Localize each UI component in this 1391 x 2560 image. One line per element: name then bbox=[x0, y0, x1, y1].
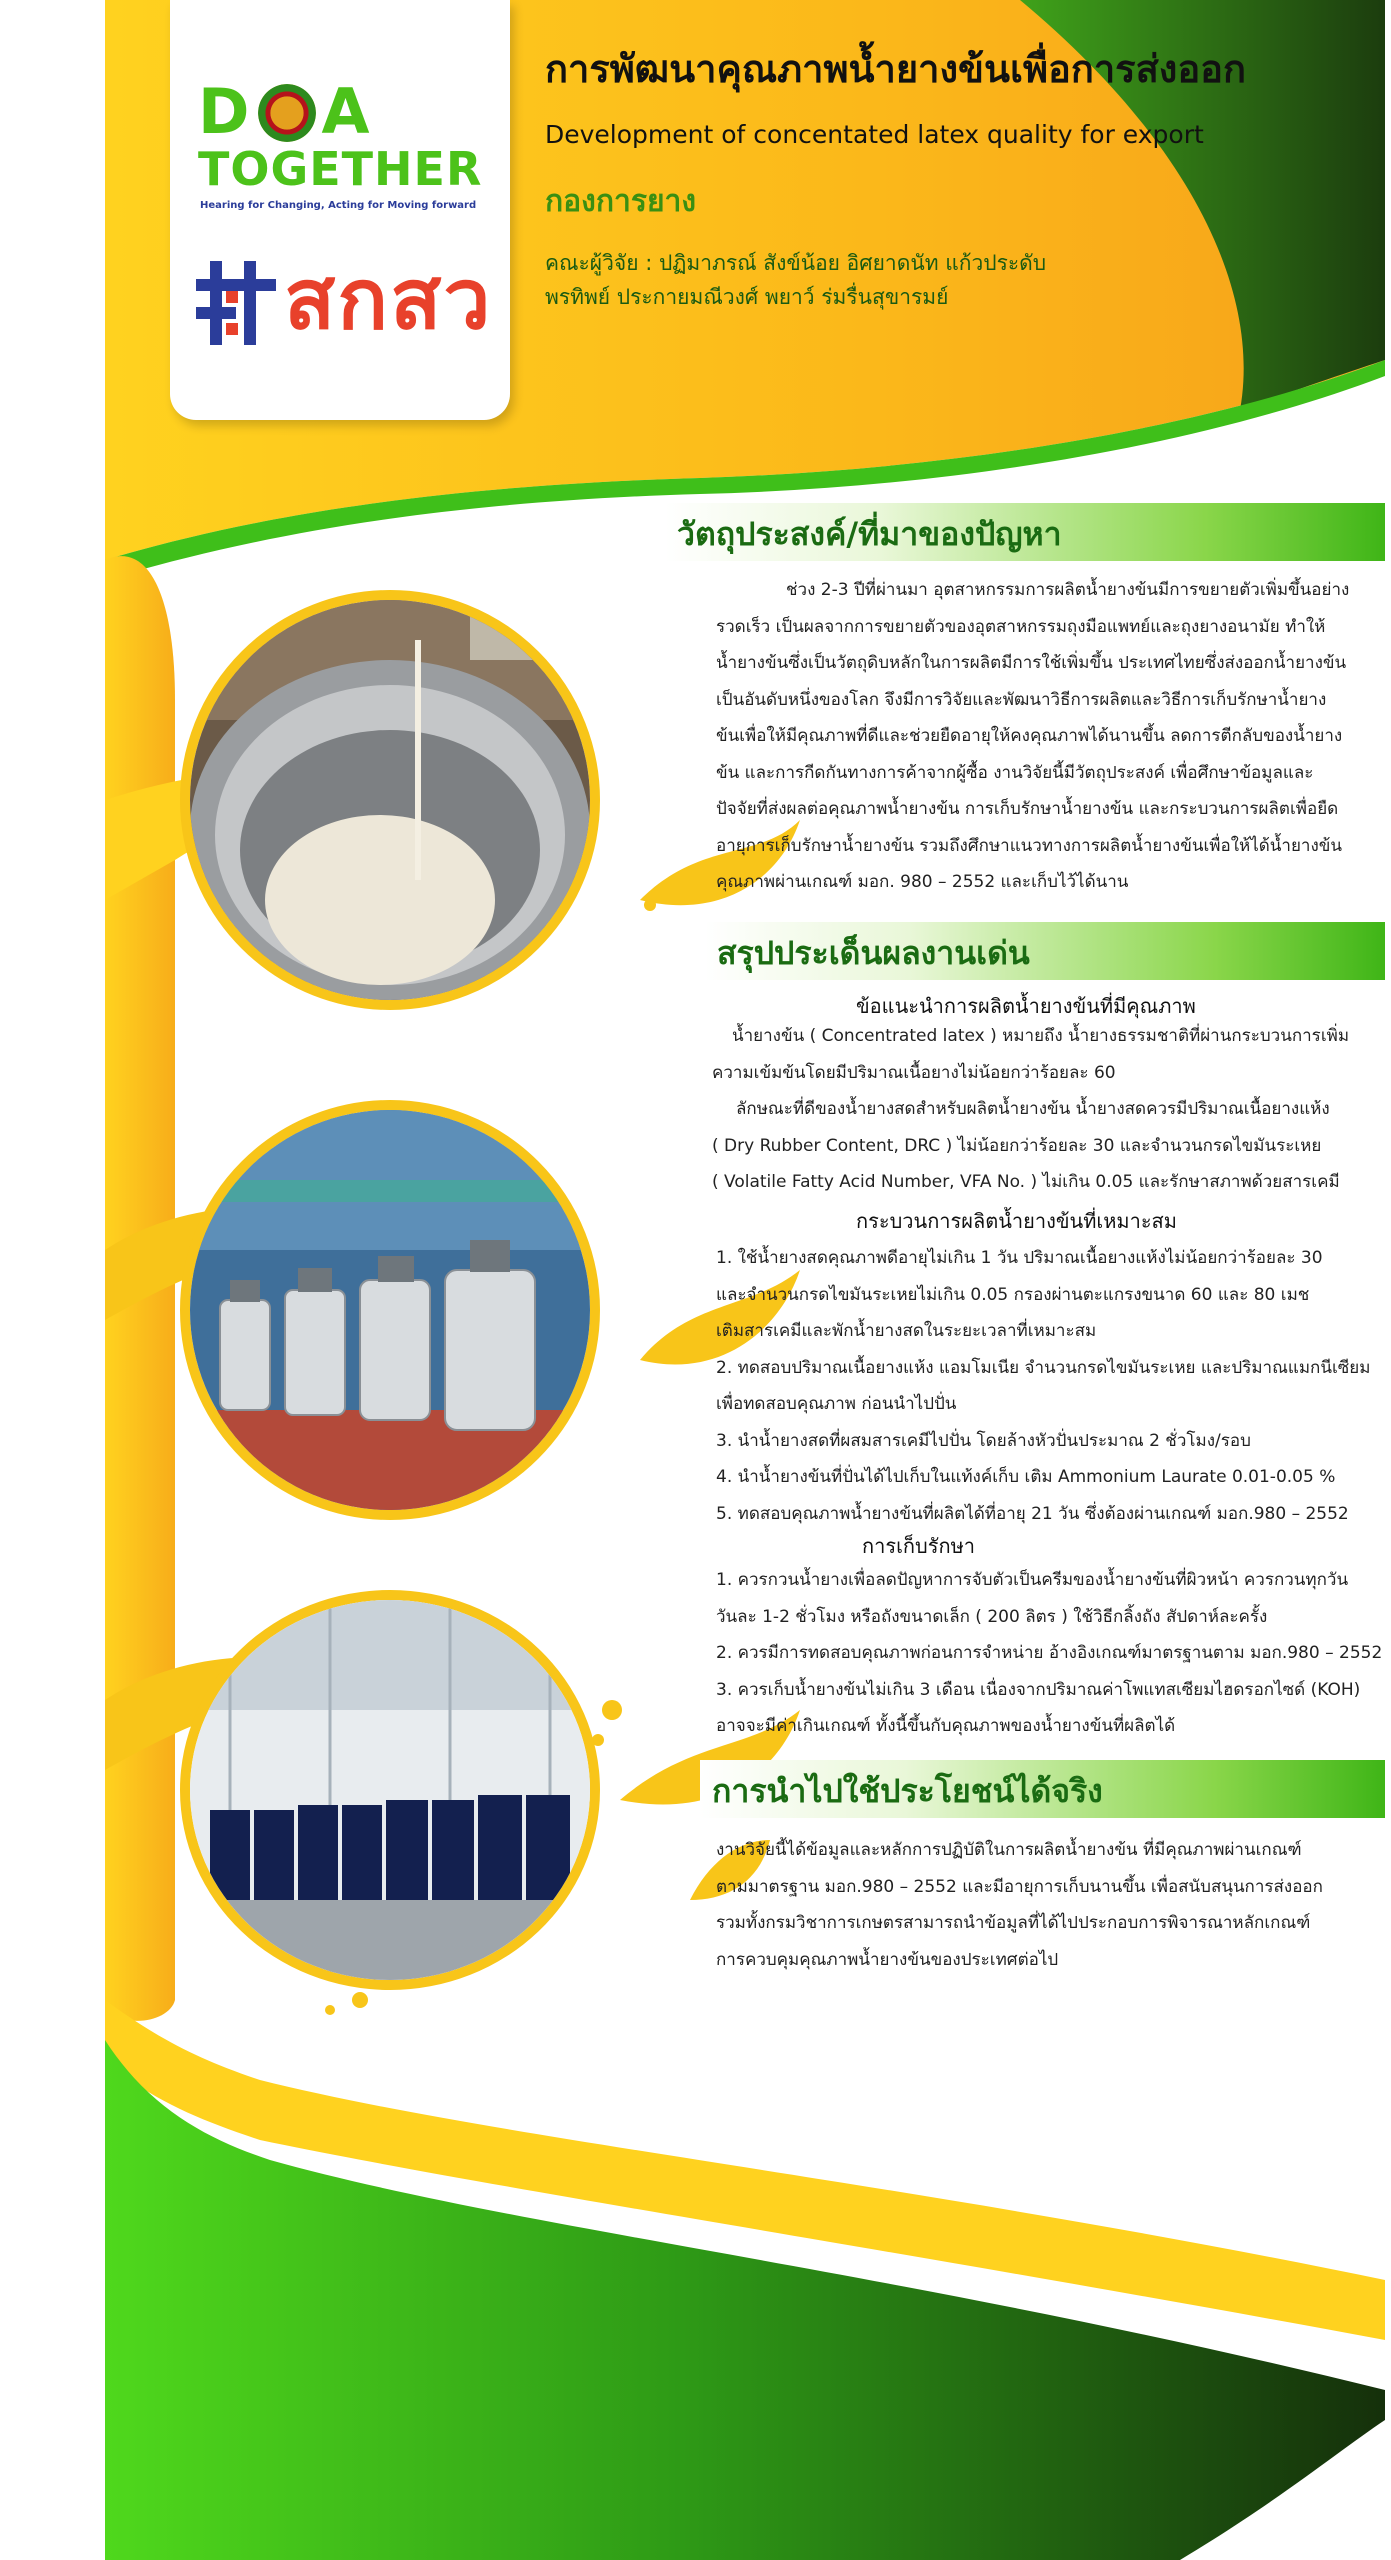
text-line: 3. ควรเก็บน้ำยางข้นไม่เกิน 3 เดือน เนื่องจากปริมาณค่าโพแทสเซียมไฮดรอกไซด์ (KOH) bbox=[716, 1679, 1361, 1700]
text-line: ( Dry Rubber Content, DRC ) ไม่น้อยกว่าร้อยละ 30 และจำนวนกรดไขมันระเหย bbox=[712, 1135, 1322, 1156]
department-name: กองการยาง bbox=[545, 184, 697, 219]
doa-together-word: TOGETHER bbox=[198, 142, 483, 196]
doa-seal-icon bbox=[258, 84, 316, 142]
photo-centrifuge-machines bbox=[180, 1100, 600, 1520]
text-line: ข้นเพื่อให้มีคุณภาพที่ดีและช่วยยืดอายุให้คงคุณภาพได้นานขึ้น ลดการตีกลับของน้ำยาง bbox=[716, 726, 1343, 746]
latex-drums-image bbox=[190, 1600, 590, 1980]
authors-line: คณะผู้วิจัย : ปฏิมาภรณ์ สังข์น้อย อิศยาดนัท แก้วประดับ bbox=[545, 251, 1047, 275]
text-line: เติมสารเคมีและพักน้ำยางสดในระยะเวลาที่เหมาะสม bbox=[716, 1321, 1097, 1341]
right-margin bbox=[1385, 0, 1391, 2560]
authors-line: พรทิพย์ ประกายมณีวงศ์ พยาว์ ร่มรื่นสุขารมย์ bbox=[545, 285, 949, 309]
text-line: ช่วง 2-3 ปีที่ผ่านมา อุตสาหกรรมการผลิตน้ำยางข้นมีการขยายตัวเพิ่มขึ้นอย่าง bbox=[786, 580, 1350, 600]
results-paragraph-3 bbox=[716, 1562, 1382, 1745]
tsri-mark-icon bbox=[196, 261, 276, 345]
logo-card bbox=[170, 0, 510, 420]
text-line: และจำนวนกรดไขมันระเหยไม่เกิน 0.05 กรองผ่านตะแกรงขนาด 60 และ 80 เมช bbox=[716, 1284, 1310, 1305]
text-line: 2. ทดสอบปริมาณเนื้อยางแห้ง แอมโมเนีย จำนวนกรดไขมันระเหย และปริมาณแมกนีเซียม bbox=[716, 1357, 1371, 1378]
application-paragraph bbox=[716, 1832, 1323, 1978]
text-line: ( Volatile Fatty Acid Number, VFA No. ) ไม่เกิน 0.05 และรักษาสภาพด้วยสารเคมี bbox=[712, 1172, 1340, 1192]
authors bbox=[545, 246, 1046, 314]
text-line: 3. นำน้ำยางสดที่ผสมสารเคมีไปปั่น โดยล้างหัวปั่นประมาณ 2 ชั่วโมง/รอบ bbox=[716, 1430, 1251, 1451]
text-line: วันละ 1-2 ชั่วโมง หรือถังขนาดเล็ก ( 200 ลิตร ) ใช้วิธีกลิ้งถัง สัปดาห์ละครั้ง bbox=[716, 1606, 1268, 1627]
results-paragraph-1 bbox=[712, 1018, 1349, 1201]
text-line: ลักษณะที่ดีของน้ำยางสดสำหรับผลิตน้ำยางข้น น้ำยางสดควรมีปริมาณเนื้อยางแห้ง bbox=[736, 1099, 1330, 1119]
photo-latex-drums bbox=[180, 1590, 600, 1990]
tsri-logo bbox=[196, 250, 496, 355]
text-line: อาจจะมีค่าเกินเกณฑ์ ทั้งนี้ขึ้นกับคุณภาพของน้ำยางข้นที่ผลิตได้ bbox=[716, 1716, 1176, 1736]
centrifuge-image bbox=[190, 1110, 590, 1510]
heading-objective: วัตถุประสงค์/ที่มาของปัญหา bbox=[677, 515, 1062, 553]
text-line: เพื่อทดสอบคุณภาพ ก่อนนำไปปั่น bbox=[716, 1394, 957, 1414]
text-line: 1. ใช้น้ำยางสดคุณภาพดีอายุไม่เกิน 1 วัน ปริมาณเนื้อยางแห้งไม่น้อยกว่าร้อยละ 30 bbox=[716, 1248, 1323, 1268]
text-line: น้ำยางข้นซึ่งเป็นวัตถุดิบหลักในการผลิตมีการใช้เพิ่มขึ้น ประเทศไทยซึ่งส่งออกน้ำยางข้น bbox=[716, 653, 1347, 673]
heading-application: การนำไปใช้ประโยชน์ได้จริง bbox=[712, 1772, 1103, 1810]
subheading-production-process: กระบวนการผลิตน้ำยางข้นที่เหมาะสม bbox=[856, 1209, 1177, 1233]
text-line: ข้น และการกีดกันทางการค้าจากผู้ซื้อ งานวิจัยนี้มีวัตถุประสงค์ เพื่อศึกษาข้อมูลและ bbox=[716, 762, 1314, 783]
objective-paragraph bbox=[716, 572, 1349, 901]
text-line: ความเข้มข้นโดยมีปริมาณเนื้อยางไม่น้อยกว่าร้อยละ 60 bbox=[712, 1062, 1116, 1083]
latex-tank-image bbox=[190, 600, 590, 1000]
subheading-storage: การเก็บรักษา bbox=[862, 1534, 975, 1558]
title-thai: การพัฒนาคุณภาพน้ำยางข้นเพื่อการส่งออก bbox=[545, 47, 1246, 91]
text-line: งานวิจัยนี้ได้ข้อมูลและหลักการปฏิบัติในการผลิตน้ำยางข้น ที่มีคุณภาพผ่านเกณฑ์ bbox=[716, 1840, 1302, 1860]
text-line: เป็นอันดับหนึ่งของโลก จึงมีการวิจัยและพัฒนาวิธีการผลิตและวิธีการเก็บรักษาน้ำยาง bbox=[716, 689, 1327, 710]
doa-letter-a: A bbox=[321, 75, 372, 148]
doa-letter-d: D bbox=[198, 75, 252, 148]
tsri-wordmark: สกสว bbox=[284, 250, 493, 348]
heading-results: สรุปประเด็นผลงานเด่น bbox=[717, 934, 1030, 972]
text-line: 1. ควรกวนน้ำยางเพื่อลดปัญหาการจับตัวเป็นครีมของน้ำยางข้นที่ผิวหน้า ควรกวนทุกวัน bbox=[716, 1570, 1349, 1590]
text-line: 2. ควรมีการทดสอบคุณภาพก่อนการจำหน่าย อ้างอิงเกณฑ์มาตรฐานตาม มอก.980 – 2552 bbox=[716, 1643, 1383, 1663]
text-line: คุณภาพผ่านเกณฑ์ มอก. 980 – 2552 และเก็บไว้ได้นาน bbox=[716, 872, 1129, 892]
doa-slogan: Hearing for Changing, Acting for Moving forward bbox=[200, 200, 477, 211]
photo-latex-tank bbox=[180, 590, 600, 1010]
text-line: 5. ทดสอบคุณภาพน้ำยางข้นที่ผลิตได้ที่อายุ 21 วัน ซึ่งต้องผ่านเกณฑ์ มอก.980 – 2552 bbox=[716, 1503, 1349, 1524]
results-paragraph-2 bbox=[716, 1240, 1370, 1532]
text-line: รวดเร็ว เป็นผลจากการขยายตัวของอุตสาหกรรมถุงมือแพทย์และถุงยางอนามัย ทำให้ bbox=[716, 616, 1326, 637]
text-line: ตามมาตรฐาน มอก.980 – 2552 และมีอายุการเก็บนานขึ้น เพื่อสนับสนุนการส่งออก bbox=[716, 1876, 1323, 1897]
banner-results bbox=[705, 922, 1385, 980]
title-english: Development of concentated latex quality for export bbox=[545, 120, 1204, 149]
text-line: 4. นำน้ำยางข้นที่ปั่นได้ไปเก็บในแท้งค์เก็บ เติม Ammonium Laurate 0.01-0.05 % bbox=[716, 1467, 1336, 1487]
doa-together-logo bbox=[198, 75, 488, 230]
text-line: รวมทั้งกรมวิชาการเกษตรสามารถนำข้อมูลที่ได้ไปประกอบการพิจารณาหลักเกณฑ์ bbox=[716, 1913, 1311, 1933]
text-line: อายุการเก็บรักษาน้ำยางข้น รวมถึงศึกษาแนวทางการผลิตน้ำยางข้นเพื่อให้ได้น้ำยางข้น bbox=[716, 835, 1343, 856]
banner-application bbox=[700, 1760, 1385, 1818]
text-line: การควบคุมคุณภาพน้ำยางข้นของประเทศต่อไป bbox=[716, 1949, 1059, 1970]
banner-objective bbox=[665, 503, 1385, 561]
subheading-quality-advice: ข้อแนะนำการผลิตน้ำยางข้นที่มีคุณภาพ bbox=[856, 994, 1196, 1018]
left-margin bbox=[0, 0, 105, 2560]
text-line: ปัจจัยที่ส่งผลต่อคุณภาพน้ำยางข้น การเก็บรักษาน้ำยางข้น และกระบวนการผลิตเพื่อยืด bbox=[716, 799, 1339, 819]
text-line: น้ำยางข้น ( Concentrated latex ) หมายถึง น้ำยางธรรมชาติที่ผ่านกระบวนการเพิ่ม bbox=[732, 1026, 1350, 1046]
